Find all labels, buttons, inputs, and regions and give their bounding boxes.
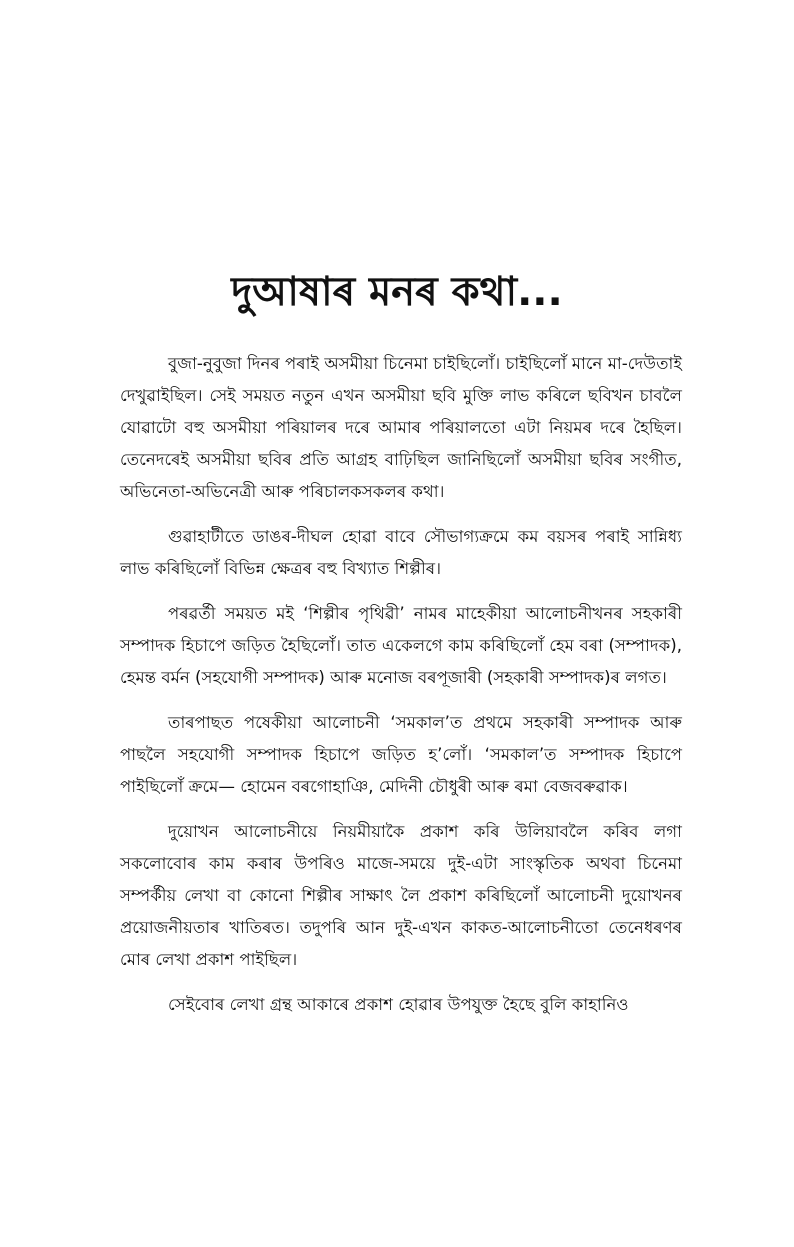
chapter-title: দুআষাৰ মনৰ কথা... (231, 269, 563, 315)
paragraph-5: দুয়োখন আলোচনীয়ে নিয়মীয়াকৈ প্ৰকাশ কৰি উলিয়াবলৈ কৰিব লগা সকলোবোৰ কাম কৰাৰ উপৰিও মাজে-সময়ে দুই-এটা সাংস্কৃতিক অথবা চিনেমা সম্পৰ্কীয় লেখা বা কোনো শিল্পীৰ সাক্ষাৎ লৈ প্ৰকাশ কৰিছিলোঁ আলোচনী দুয়োখনৰ প্ৰয়োজনীয়তাৰ খাতিৰত। তদুপৰি আন দুই-এখন কাকত-আলোচনীতো তেনেধৰণৰ মোৰ লেখা প্ৰকাশ পাইছিল। (120, 822, 682, 969)
paragraph-1: বুজা-নুবুজা দিনৰ পৰাই অসমীয়া চিনেমা চাইছিলোঁ। চাইছিলোঁ মানে মা-দেউতাই দেখুৱাইছিল। সেই সময়ত নতুন এখন অসমীয়া ছবি মুক্তি লাভ কৰিলে ছবিখন চাবলৈ যোৱাটো বহু অসমীয়া পৰিয়ালৰ দৰে আমাৰ পৰিয়ালতো এটা নিয়মৰ দৰে হৈছিল। তেনেদৰেই অসমীয়া ছবিৰ প্ৰতি আগ্ৰহ বাঢ়িছিল জানিছিলোঁ অসমীয়া ছবিৰ সংগীত, অভিনেতা-অভিনেত্ৰী আৰু পৰিচালকসকলৰ কথা। (120, 354, 682, 501)
paragraph-4: তাৰপাছত পষেকীয়া আলোচনী ‘সমকাল’ত প্ৰথমে সহকাৰী সম্পাদক আৰু পাছলৈ সহযোগী সম্পাদক হিচাপে জড়িত হ’লোঁ। ‘সমকাল’ত সম্পাদক হিচাপে পাইছিলোঁ ক্ৰমে— হোমেন বৰগোহাঞি, মেদিনী চৌধুৰী আৰু ৰমা বেজবৰুৱাক। (120, 713, 682, 796)
paragraph-2: গুৱাহাটীতে ডাঙৰ-দীঘল হোৱা বাবে সৌভাগ্যক্ৰমে কম বয়সৰ পৰাই সান্নিধ্য লাভ কৰিছিলোঁ বিভিন্ন ক্ষেত্ৰৰ বহু বিখ্যাত শিল্পীৰ। (120, 527, 682, 578)
paragraph-3: পৰৱৰ্তী সময়ত মই ‘শিল্পীৰ পৃথিৱী’ নামৰ মাহেকীয়া আলোচনীখনৰ সহকাৰী সম্পাদক হিচাপে জড়িত হৈছিলোঁ। তাত একেলগে কাম কৰিছিলোঁ হেম বৰা (সম্পাদক), হেমন্ত বৰ্মন (সহযোগী সম্পাদক) আৰু মনোজ বৰপূজাৰী (সহকাৰী সম্পাদক)ৰ লগত। (120, 604, 682, 687)
body-text (120, 348, 682, 1034)
paragraph-6: সেইবোৰ লেখা গ্ৰন্থ আকাৰে প্ৰকাশ হোৱাৰ উপযুক্ত হৈছে বুলি কাহানিও (168, 995, 629, 1014)
